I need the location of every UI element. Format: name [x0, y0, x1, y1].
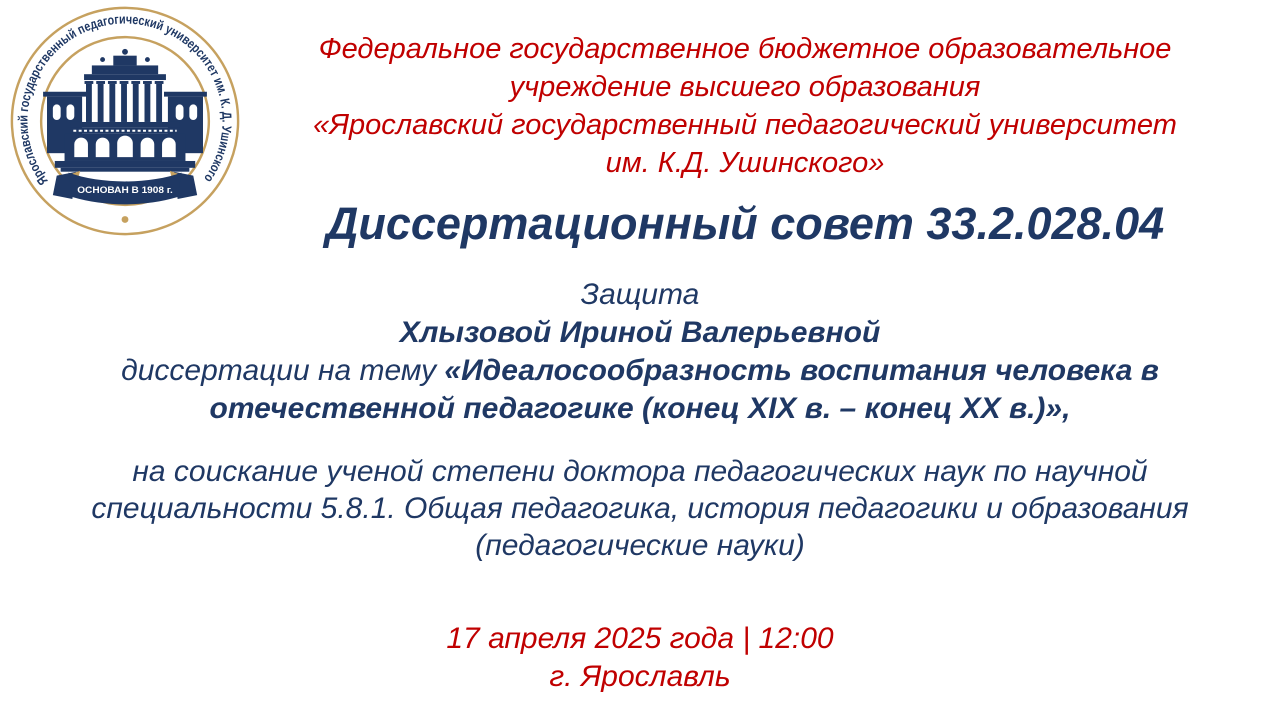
topic-prefix: диссертации на тему [121, 354, 445, 387]
defense-intro: Защита [580, 278, 700, 311]
institution-line-4: им. К.Д. Ушинского» [605, 147, 885, 179]
candidate-name: Хлызовой Ириной Валерьевной [399, 316, 881, 349]
event-datetime: 17 апреля 2025 года | 12:00 [446, 622, 834, 655]
logo-banner-text: ОСНОВАН В 1908 г. [77, 185, 173, 196]
institution-line-3: «Ярославский государственный педагогический университет [313, 109, 1177, 141]
degree-line-2: специальности 5.8.1. Общая педагогика, история педагогики и образования [91, 492, 1189, 525]
dissertation-topic-line2: отечественной педагогике (конец XIX в. – конец XX в.)», [209, 392, 1071, 425]
institution-line-1: Федеральное государственное бюджетное образовательное [318, 33, 1172, 65]
institution-name [230, 30, 1260, 182]
event-city: г. Ярославль [549, 660, 731, 693]
dissertation-topic-line1 [10, 352, 1270, 390]
event-info [10, 620, 1270, 696]
topic-title-part1: «Идеалосообразность воспитания человека в [444, 354, 1159, 387]
degree-line-3: (педагогические науки) [475, 529, 805, 562]
degree-block [10, 453, 1270, 564]
council-title: Диссертационный совет 33.2.028.04 [325, 198, 1165, 249]
defense-block [10, 276, 1270, 428]
degree-line-1: на соискание ученой степени доктора педагогических наук по научной [132, 455, 1148, 488]
institution-line-2: учреждение высшего образования [509, 71, 981, 103]
logo-ring-text: Ярославский государственный педагогический университет им. К. Д. Ушинского [15, 11, 235, 189]
